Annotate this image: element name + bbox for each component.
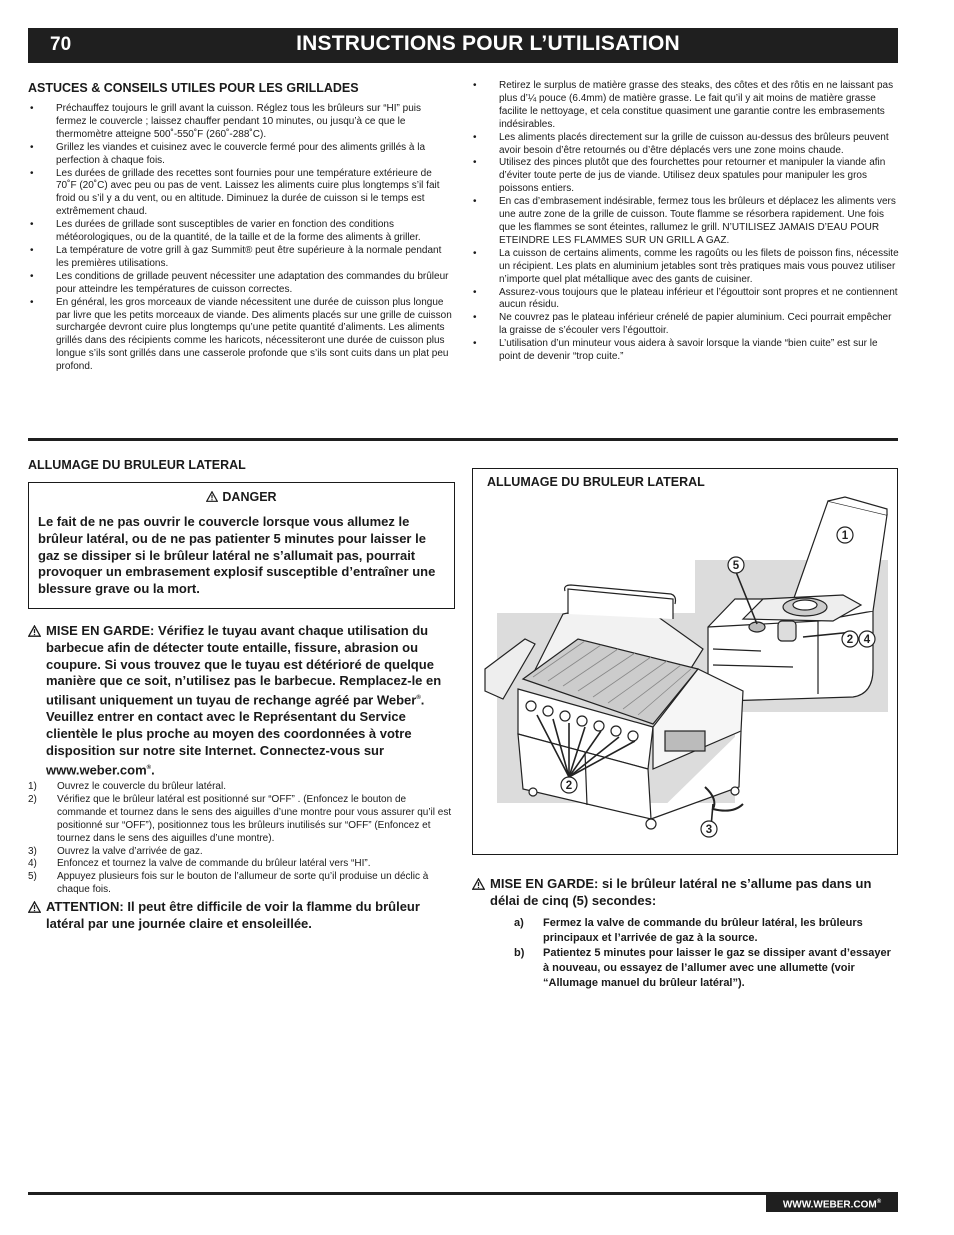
- period: .: [151, 762, 155, 778]
- callout-label: 2: [846, 634, 854, 646]
- warning-triangle-icon: [28, 901, 41, 913]
- list-item: [28, 781, 458, 794]
- list-item: [28, 794, 458, 846]
- step-text: Ouvrez la valve d’arrivée de gaz.: [57, 845, 203, 857]
- registered-mark: ®: [146, 764, 152, 771]
- list-item: [28, 846, 458, 859]
- warning-triangle-icon: [28, 625, 41, 637]
- attention-text: ATTENTION: Il peut être difficile de voir la flamme du brûleur latéral par une journée claire et ensoleillée.: [46, 899, 420, 931]
- list-item: • Les durées de grillade des recettes sont fournies pour une température extérieure de 70˚F (20˚C) avec peu ou pas de vent. Laissez les aliments cuire plus longtemps s’il fait froid ou s’il y a du vent, ou en altitude. Diminuez la durée de cuisson si le temps est extrêmement chaud.: [28, 168, 452, 220]
- list-item: [28, 858, 458, 871]
- danger-header: [29, 490, 454, 504]
- list-item: • Les durées de grillade sont susceptibles de varier en fonction des conditions météorologiques, ou de la quantité, de la taille et de la forme des aliments à griller.: [28, 219, 452, 245]
- list-item: • Grillez les viandes et cuisinez avec le couvercle fermé pour des aliments grillés à la perfection à chaque fois.: [28, 142, 452, 168]
- page-number: 70: [50, 34, 72, 55]
- registered-mark: ®: [416, 695, 421, 702]
- callout-label: 4: [863, 634, 871, 646]
- step-number: 5): [28, 871, 37, 883]
- list-item: • Ne couvrez pas le plateau inférieur crénelé de papier aluminium. Ceci pourrait empêcher la graisse de s’écouler vers l’égouttoir.: [471, 312, 899, 338]
- list-item: • La cuisson de certains aliments, comme les ragoûts ou les filets de poisson fins, nécessite un récipient. Les plats en aluminium jetables sont très pratiques mais vous pouvez utiliser n’importe quel plat métallique avec des gants de cuisiner.: [471, 248, 899, 287]
- hose-warning: [28, 623, 456, 779]
- callout-label: 2: [565, 780, 573, 792]
- list-item: • En cas d’embrasement indésirable, fermez tous les brûleurs et déplacez les aliments vers une autre zone de la grille de cuisson. Toute flamme se résorbera rapidement. Une fois que les flammes se sont éteintes, rallumez le grill. N’UTILISEZ JAMAIS D’EAU POUR ETEINDRE LES FLAMMES SUR UN GRILL A GAZ.: [471, 196, 899, 248]
- page-header: [28, 28, 898, 63]
- list-item: • Assurez-vous toujours que le plateau inférieur et l’égouttoir sont propres et ne contiennent aucun résidu.: [471, 287, 899, 313]
- tips-heading: ASTUCES & CONSEILS UTILES POUR LES GRILLADES: [28, 81, 359, 95]
- step-text: Appuyez plusieurs fois sur le bouton de l’allumeur de sorte qu’il produise un déclic à chaque fois.: [57, 871, 429, 896]
- list-item: • Utilisez des pinces plutôt que des fourchettes pour retourner et manipuler la viande afin d’éviter toute perte de jus de viande. Utilisez deux spatules pour manipuler les gros poissons entiers.: [471, 157, 899, 196]
- footer-url-text: WWW.WEBER.COM: [782, 1199, 877, 1211]
- lighting-steps: [28, 781, 458, 897]
- ignition-substeps: [514, 916, 894, 991]
- substep-text: Fermez la valve de commande du brûleur latéral, les brûleurs principaux et l’arrivée de gaz à la source.: [543, 917, 863, 944]
- figure-box: [472, 468, 898, 855]
- figure-title: ALLUMAGE DU BRULEUR LATERAL: [487, 475, 705, 489]
- list-item: • En général, les gros morceaux de viande nécessitent une durée de cuisson plus longue par livre que les petits morceaux de viande. Des aliments placés sur une grille de cuisson surchargée devront cuire plus longtemps qu’une petite quantité d’aliments. Les aliments grillés dans des récipients comme les haricots, nécessiteront une durée de cuisson plus longue s’ils sont grillés dans une casserole profonde que s’ils sont cuits dans un plat peu profond.: [28, 297, 452, 374]
- step-text: Enfoncez et tournez la valve de commande du brûleur latéral vers “HI”.: [57, 858, 371, 870]
- attention-note: [28, 899, 456, 933]
- lighting-heading: ALLUMAGE DU BRULEUR LATERAL: [28, 458, 246, 472]
- step-number: 2): [28, 793, 37, 805]
- callout-label: 1: [841, 530, 849, 542]
- list-item: [28, 871, 458, 897]
- list-item: • Retirez le surplus de matière grasse des steaks, des côtes et des rôtis en ne laissant pas plus d’¼ pouce (6.4mm) de matière grasse. Le fait qu’il y ait moins de matière grasse facilite le nettoyage, et cela constitue quasiment une garantie contre les embrasements indésirables.: [471, 80, 899, 132]
- ignition-warning-text: MISE EN GARDE: si le brûleur latéral ne s’allume pas dans un délai de cinq (5) secondes:: [490, 876, 872, 908]
- substep-text: Patientez 5 minutes pour laisser le gaz se dissiper avant d’essayer à nouveau, ou essayez de l’allumer avec une allumette (voir “Allumage manuel du brûleur latéral”).: [543, 947, 891, 989]
- list-item: [514, 946, 894, 991]
- tips-list-right: [471, 80, 899, 364]
- substep-letter: a): [514, 917, 524, 929]
- hose-warning-part-1: MISE EN GARDE: Vérifiez le tuyau avant chaque utilisation du barbecue afin de détecter toute entaille, fissure, abrasion ou coupure. Si vous trouvez que le tuyau est détérioré de quelque manière que ce soit, n’utilisez pas le barbecue. Remplacez-le en utilisant uniquement un tuyau de rechange agréé par Weber: [46, 623, 442, 708]
- step-number: 1): [28, 781, 37, 792]
- danger-title: DANGER: [222, 490, 277, 504]
- list-item: • Les aliments placés directement sur la grille de cuisson au-dessus des brûleurs peuvent avoir besoin d’être retournés ou d’être déplacés vers une zone moins chaude.: [471, 132, 899, 158]
- step-number: 4): [28, 858, 37, 870]
- step-number: 3): [28, 845, 37, 857]
- warning-triangle-icon: [472, 878, 485, 890]
- hose-warning-part-2: . Veuillez entrer en contact avec le Représentant du Service clientèle le plus proche au moyen des coordonnées à votre disposition sur notre site Internet. Connectez-vous sur www.weber.com: [46, 692, 425, 778]
- callout-label: 5: [732, 560, 740, 572]
- grill-illustration: [473, 469, 899, 856]
- ignition-warning: [472, 876, 898, 910]
- list-item: [514, 916, 894, 946]
- warning-triangle-icon: [206, 491, 218, 502]
- section-divider: [28, 438, 898, 441]
- danger-text: Le fait de ne pas ouvrir le couvercle lorsque vous allumez le brûleur latéral, ou de ne pas patienter 5 minutes pour laisser le gaz se dissiper si le brûleur latéral ne s’allumait pas, pourrait provoquer un embrasement explosif susceptible d’entraîner une blessure grave ou la mort.: [38, 514, 436, 597]
- list-item: • L’utilisation d’un minuteur vous aidera à savoir lorsque la viande “bien cuite” est sur le point de devenir “trop cuite.”: [471, 338, 899, 364]
- footer-url[interactable]: [766, 1192, 898, 1212]
- list-item: • Préchauffez toujours le grill avant la cuisson. Réglez tous les brûleurs sur “HI” puis fermez le couvercle ; laissez chauffer pendant 10 minutes, ou jusqu’à ce que le thermomètre atteigne 500˚-550˚F (260˚-288˚C).: [28, 103, 452, 142]
- callout-label: 3: [705, 824, 713, 836]
- step-text: Ouvrez le couvercle du brûleur latéral.: [57, 781, 226, 792]
- substep-letter: b): [514, 947, 525, 959]
- list-item: • Les conditions de grillade peuvent nécessiter une adaptation des commandes du brûleur pour atteindre les températures de cuisson correctes.: [28, 271, 452, 297]
- page-title: INSTRUCTIONS POUR L’UTILISATION: [296, 32, 680, 55]
- list-item: • La température de votre grill à gaz Summit® peut être supérieure à la normale pendant les premières utilisations.: [28, 245, 452, 271]
- tips-list-left: [28, 103, 452, 374]
- registered-mark: ®: [876, 1199, 882, 1205]
- step-text: Vérifiez que le brûleur latéral est positionné sur “OFF” . (Enfoncez le bouton de commande et tournez dans le sens des aiguilles d’une montre pour vous assurer qu’il est positionné sur “OFF”), positionnez tous les brûleurs inutilisés sur “OFF” (Enfoncez et tournez dans le sens des aiguilles d’une montre).: [57, 793, 452, 844]
- danger-box: [28, 482, 455, 609]
